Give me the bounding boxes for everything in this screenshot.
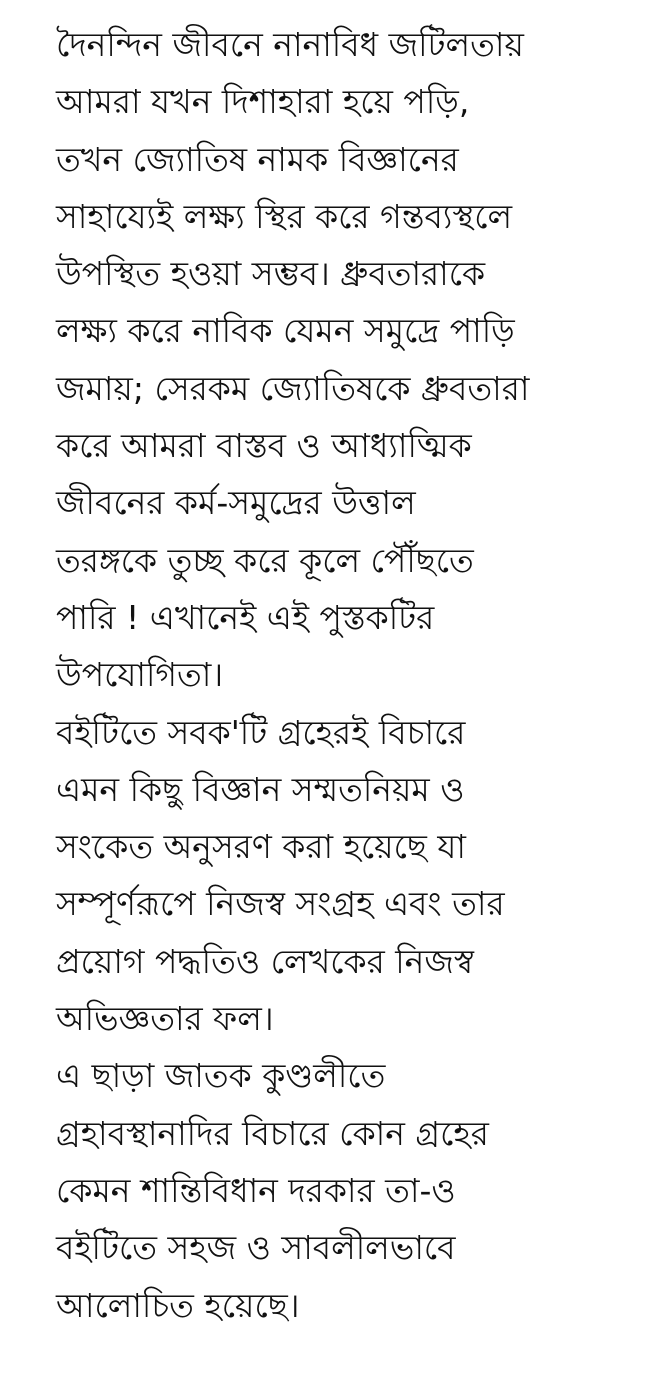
text-line: গ্রহাবস্থানাদির বিচারে কোন গ্রহের bbox=[56, 1113, 489, 1153]
text-line: অভিজ্ঞতার ফল। bbox=[56, 999, 274, 1039]
text-line: এ ছাড়া জাতক কুণ্ডলীতে bbox=[56, 1056, 386, 1096]
text-line: জীবনের কর্ম-সমুদ্রের উত্তাল bbox=[56, 483, 416, 523]
text-line: উপস্থিত হওয়া সম্ভব। ধ্রুবতারাকে bbox=[56, 254, 486, 294]
document-body bbox=[56, 16, 645, 1334]
text-line: সাহায্যেই লক্ষ্য স্থির করে গন্তব্যস্থলে bbox=[56, 196, 513, 236]
text-line: পারি ! এখানেই এই পুস্তকটির bbox=[56, 597, 435, 637]
text-line: প্রয়োগ পদ্ধতিও লেখকের নিজস্ব bbox=[56, 941, 474, 981]
text-line: জমায়; সেরকম জ্যোতিষকে ধ্রুবতারা bbox=[56, 368, 530, 408]
text-line: করে আমরা বাস্তব ও আধ্যাত্মিক bbox=[56, 426, 472, 466]
text-line: সম্পূর্ণরূপে নিজস্ব সংগ্রহ এবং তার bbox=[56, 884, 505, 924]
text-line: আমরা যখন দিশাহারা হয়ে পড়ি, bbox=[56, 82, 470, 122]
text-line: বইটিতে সবক'টি গ্রহেরই বিচারে bbox=[56, 712, 466, 752]
text-line: দৈনন্দিন জীবনে নানাবিধ জটিলতায় bbox=[56, 25, 524, 64]
text-line: তরঙ্গকে তুচ্ছ করে কূলে পৌঁছতে bbox=[56, 540, 474, 580]
text-line: লক্ষ্য করে নাবিক যেমন সমুদ্রে পাড়ি bbox=[56, 311, 515, 351]
text-line: বইটিতে সহজ ও সাবলীলভাবে bbox=[56, 1228, 456, 1268]
text-line: আলোচিত হয়েছে। bbox=[56, 1285, 300, 1325]
text-line: উপযোগিতা। bbox=[56, 655, 224, 695]
text-line: তখন জ্যোতিষ নামক বিজ্ঞানের bbox=[56, 139, 459, 179]
text-line: সংকেত অনুসরণ করা হয়েছে যা bbox=[56, 827, 466, 867]
text-line: এমন কিছু বিজ্ঞান সম্মতনিয়ম ও bbox=[56, 769, 465, 809]
text-line: কেমন শান্তিবিধান দরকার তা-ও bbox=[56, 1170, 456, 1210]
